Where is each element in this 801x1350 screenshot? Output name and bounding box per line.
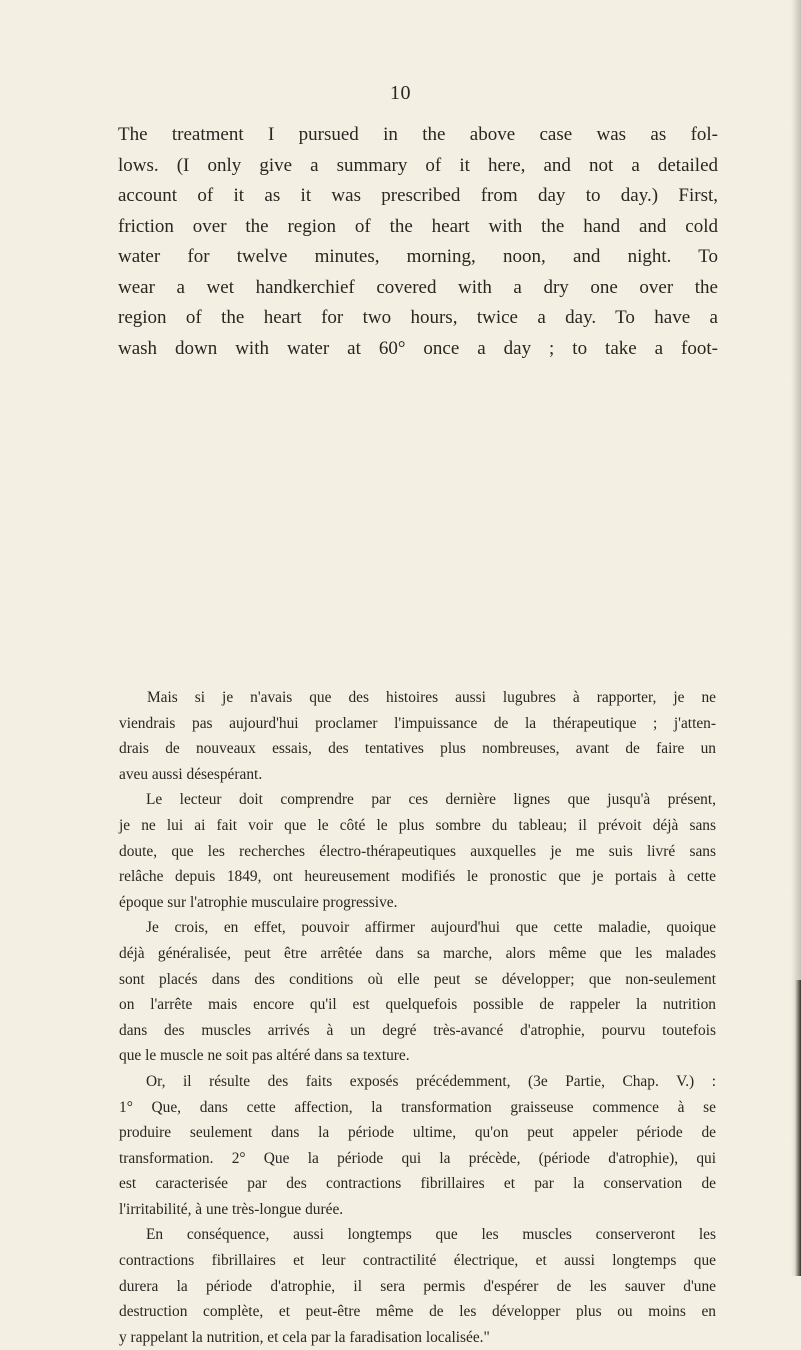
quote-line: Or, il résulte des faits exposés précédemment, (3e Partie, Chap. V.) : xyxy=(146,1072,716,1090)
text-line: region of the heart for two hours, twice a day. To have a xyxy=(118,307,718,328)
quote-line: durera la période d'atrophie, il sera permis d'espérer de les sauver d'une xyxy=(119,1277,716,1295)
quote-line: 1° Que, dans cette affection, la transformation graisseuse commence à se xyxy=(119,1098,716,1116)
quote-line: dans des muscles arrivés à un degré très-avancé d'atrophie, pourvu toutefois xyxy=(119,1021,716,1039)
quote-line: Le lecteur doit comprendre par ces dernière lignes que jusqu'à présent, xyxy=(146,791,716,809)
quote-line: destruction complète, et peut-être même de les développer plus ou moins en xyxy=(119,1303,716,1321)
quote-line: je ne lui ai fait voir que le côté le plus sombre du tableau; il prévoit déjà sans xyxy=(119,816,716,834)
quote-line: Mais si je n'avais que des histoires aussi lugubres à rapporter, je ne xyxy=(147,689,716,706)
quote-line: déjà généralisée, peut être arrêtée dans sa marche, alors même que les malades xyxy=(119,944,716,962)
text-line: account of it as it was prescribed from day to day.) First, xyxy=(118,185,718,206)
quote-line: est caracterisée par des contractions fibrillaires et par la conservation de xyxy=(119,1175,716,1193)
quote-line: Je crois, en effet, pouvoir affirmer aujourd'hui que cette maladie, quoique xyxy=(146,919,716,937)
text-line: wash down with water at 60° once a day ; to take a foot- xyxy=(118,337,718,359)
quote-line: contractions fibrillaires et leur contractilité électrique, et aussi longtemps que xyxy=(119,1252,716,1270)
quote-line: produire seulement dans la période ultime, qu'on peut appeler période de xyxy=(119,1124,716,1142)
quote-line: y rappelant la nutrition, et cela par la faradisation localisée." xyxy=(119,1328,490,1346)
quote-line: relâche depuis 1849, ont heureusement modifiés le pronostic que je portais à cette xyxy=(119,868,716,886)
quote-line: En conséquence, aussi longtemps que les muscles conserveront les xyxy=(146,1226,716,1244)
quote-line: que le muscle ne soit pas altéré dans sa texture. xyxy=(119,1047,410,1065)
quote-line: viendrais pas aujourd'hui proclamer l'impuissance de la thérapeutique ; j'atten- xyxy=(119,714,716,732)
quote-line: doute, que les recherches électro-thérapeutiques auxquelles je me suis livré sans xyxy=(119,842,716,860)
quote-line: sont placés dans des conditions où elle peut se développer; que non-seulement xyxy=(119,970,716,988)
quote-line: époque sur l'atrophie musculaire progressive. xyxy=(119,893,398,911)
text-line: The treatment I pursued in the above case was as fol- xyxy=(118,124,718,145)
page-number: 10 xyxy=(390,82,411,104)
text-line: friction over the region of the heart with the hand and cold xyxy=(118,215,718,237)
text-line: water for twelve minutes, morning, noon, and night. To xyxy=(118,246,718,267)
quote-line: on l'arrête mais encore qu'il est quelquefois possible de rappeler la nutrition xyxy=(119,996,716,1014)
text-line: wear a wet handkerchief covered with a dry one over the xyxy=(118,276,718,298)
text-line: lows. (I only give a summary of it here, and not a detailed xyxy=(118,154,718,176)
quote-line: aveu aussi désespérant. xyxy=(119,765,263,783)
page-edge-dark xyxy=(795,980,801,1276)
quote-line: drais de nouveaux essais, des tentatives plus nombreuses, avant de faire un xyxy=(119,740,716,758)
quote-line: transformation. 2° Que la période qui la précède, (période d'atrophie), qui xyxy=(119,1149,716,1167)
english-paragraph xyxy=(118,120,718,364)
quote-line: l'irritabilité, à une très-longue durée. xyxy=(119,1200,344,1218)
french-quotation xyxy=(119,685,716,1350)
